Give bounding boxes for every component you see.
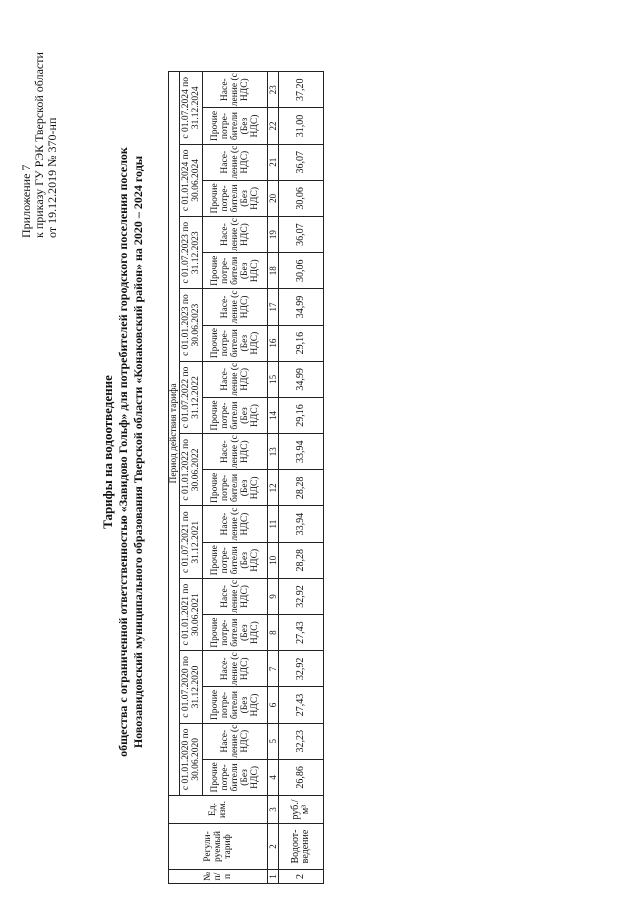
- column-number: 3: [268, 796, 279, 824]
- row-service-name: Водоот-ведение: [279, 824, 324, 870]
- column-number: 22: [268, 108, 279, 144]
- header-other-consumers: Прочие потре-бители (Без НДС): [203, 470, 268, 506]
- appendix-line-3: от 19.12.2019 № 370-нп: [45, 117, 59, 238]
- header-population: Насе-ление (с НДС): [203, 651, 268, 687]
- column-number: 21: [268, 144, 279, 180]
- appendix-line-1: Приложение 7: [19, 164, 33, 238]
- tariff-value: 33,94: [279, 434, 324, 470]
- header-other-consumers: Прочие потре-бители (Без НДС): [203, 108, 268, 144]
- header-period-2: с 01.07.2020 по 31.12.2020: [180, 651, 203, 723]
- tariff-value: 32,92: [279, 578, 324, 614]
- header-other-consumers: Прочие потре-бители (Без НДС): [203, 687, 268, 723]
- header-population: Насе-ление (с НДС): [203, 434, 268, 470]
- header-period-8: с 01.07.2023 по 31.12.2023: [180, 217, 203, 289]
- column-number: 17: [268, 289, 279, 325]
- tariff-value: 34,99: [279, 361, 324, 397]
- header-regulated-tariff: Регули-руемый тариф: [169, 824, 268, 870]
- column-number: 11: [268, 506, 279, 542]
- header-other-consumers: Прочие потре-бители (Без НДС): [203, 615, 268, 651]
- column-number: 20: [268, 180, 279, 216]
- header-population: Насе-ление (с НДС): [203, 723, 268, 759]
- column-number: 10: [268, 542, 279, 578]
- column-number: 19: [268, 217, 279, 253]
- column-number: 14: [268, 397, 279, 433]
- header-other-consumers: Прочие потре-бители (Без НДС): [203, 253, 268, 289]
- tariff-value: 28,28: [279, 470, 324, 506]
- tariff-table: [168, 71, 324, 884]
- header-population: Насе-ление (с НДС): [203, 361, 268, 397]
- title-line-1: Тарифы на водоотведение: [100, 375, 115, 529]
- header-population: Насе-ление (с НДС): [203, 144, 268, 180]
- column-number: 4: [268, 759, 279, 795]
- column-number: 7: [268, 651, 279, 687]
- tariff-value: 37,20: [279, 71, 324, 107]
- header-period-6: с 01.07.2022 по 31.12.2022: [180, 361, 203, 433]
- header-period: Период действия тарифа: [169, 71, 180, 795]
- tariff-value: 29,16: [279, 397, 324, 433]
- tariff-value: 30,06: [279, 180, 324, 216]
- column-number: 18: [268, 253, 279, 289]
- header-period-3: с 01.01.2021 по 30.06.2021: [180, 578, 203, 650]
- tariff-value: 36,07: [279, 217, 324, 253]
- column-number: 23: [268, 71, 279, 107]
- column-number: 2: [268, 824, 279, 870]
- tariff-value: 32,92: [279, 651, 324, 687]
- title-line-3: Новозавидовский муниципального образования Тверской области «Конаковский район» на 2020 – 2024 годы: [131, 155, 145, 749]
- tariff-value: 31,00: [279, 108, 324, 144]
- header-period-9: с 01.01.2024 по 30.06.2024: [180, 144, 203, 216]
- title-line-2: общества с ограниченной ответственностью «Завидово Гольф» для потребителей городского поселения поселок: [116, 147, 130, 757]
- header-population: Насе-ление (с НДС): [203, 217, 268, 253]
- header-other-consumers: Прочие потре-бители (Без НДС): [203, 542, 268, 578]
- tariff-value: 36,07: [279, 144, 324, 180]
- header-period-4: с 01.07.2021 по 31.12.2021: [180, 506, 203, 578]
- tariff-value: 34,99: [279, 289, 324, 325]
- header-period-10: с 01.07.2024 по 31.12.2024: [180, 71, 203, 144]
- document-title: [100, 40, 146, 864]
- column-number: 12: [268, 470, 279, 506]
- tariff-value: 28,28: [279, 542, 324, 578]
- header-other-consumers: Прочие потре-бители (Без НДС): [203, 180, 268, 216]
- header-population: Насе-ление (с НДС): [203, 71, 268, 107]
- tariff-value: 30,06: [279, 253, 324, 289]
- appendix-block: [20, 28, 59, 238]
- tariff-value: 27,43: [279, 687, 324, 723]
- header-num: № п/ п: [169, 870, 268, 884]
- row-unit: руб./м³: [279, 796, 324, 824]
- header-population: Насе-ление (с НДС): [203, 578, 268, 614]
- header-period-7: с 01.01.2023 по 30.06.2023: [180, 289, 203, 361]
- column-number: 9: [268, 578, 279, 614]
- column-number: 1: [268, 870, 279, 884]
- table-row: [279, 71, 324, 883]
- row-num: 2: [279, 870, 324, 884]
- tariff-value: 29,16: [279, 325, 324, 361]
- header-unit: Ед. изм.: [169, 796, 268, 824]
- tariff-value: 32,23: [279, 723, 324, 759]
- column-number: 8: [268, 615, 279, 651]
- tariff-value: 27,43: [279, 615, 324, 651]
- header-population: Насе-ление (с НДС): [203, 506, 268, 542]
- header-period-5: с 01.01.2022 по 30.06.2022: [180, 434, 203, 506]
- column-number: 6: [268, 687, 279, 723]
- column-number: 13: [268, 434, 279, 470]
- header-other-consumers: Прочие потре-бители (Без НДС): [203, 759, 268, 795]
- appendix-line-2: к приказу ГУ РЭК Тверской области: [32, 52, 46, 238]
- header-other-consumers: Прочие потре-бители (Без НДС): [203, 397, 268, 433]
- tariff-value: 26,86: [279, 759, 324, 795]
- header-other-consumers: Прочие потре-бители (Без НДС): [203, 325, 268, 361]
- tariff-value: 33,94: [279, 506, 324, 542]
- column-number: 5: [268, 723, 279, 759]
- header-period-1: с 01.01.2020 по 30.06.2020: [180, 723, 203, 795]
- header-population: Насе-ление (с НДС): [203, 289, 268, 325]
- column-number: 15: [268, 361, 279, 397]
- column-number: 16: [268, 325, 279, 361]
